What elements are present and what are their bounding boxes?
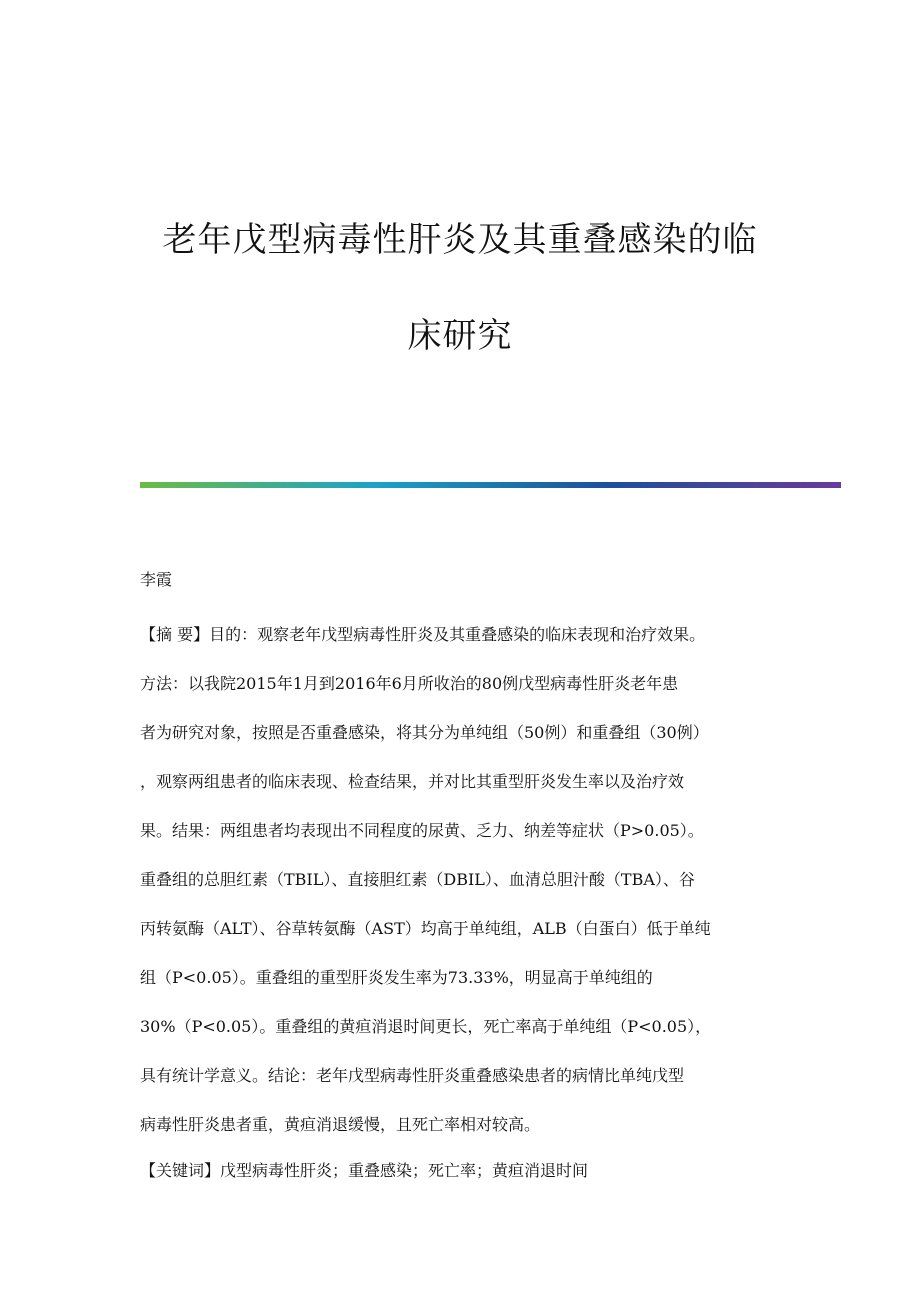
- abstract-line: 果。结果：两组患者均表现出不同程度的尿黄、乏力、纳差等症状（P>0.05）。: [140, 821, 704, 840]
- abstract-line: 者为研究对象，按照是否重叠感染，将其分为单纯组（50例）和重叠组（30例）: [140, 723, 709, 742]
- abstract-line: 【摘 要】目的：观察老年戊型病毒性肝炎及其重叠感染的临床表现和治疗效果。: [140, 625, 706, 644]
- abstract-line: 方法：以我院2015年1月到2016年6月所收治的80例戊型病毒性肝炎老年患: [140, 674, 679, 693]
- abstract-line: 丙转氨酶（ALT）、谷草转氨酶（AST）均高于单纯组，ALB（白蛋白）低于单纯: [140, 919, 711, 938]
- document-title-line-2: 床研究: [407, 316, 513, 356]
- abstract-line: 具有统计学意义。结论：老年戊型病毒性肝炎重叠感染患者的病情比单纯戊型: [140, 1066, 685, 1085]
- abstract-line: 组（P<0.05）。重叠组的重型肝炎发生率为73.33%，明显高于单纯组的: [140, 968, 653, 987]
- keywords-line: 【关键词】戊型病毒性肝炎；重叠感染；死亡率；黄疸消退时间: [140, 1161, 589, 1180]
- abstract-line: 30%（P<0.05）。重叠组的黄疸消退时间更长，死亡率高于单纯组（P<0.05），: [140, 1017, 712, 1036]
- abstract-line: 重叠组的总胆红素（TBIL）、直接胆红素（DBIL）、血清总胆汁酸（TBA）、谷: [140, 870, 695, 889]
- abstract-block: [140, 622, 800, 1161]
- abstract-line: 病毒性肝炎患者重，黄疸消退缓慢，且死亡率相对较高。: [140, 1115, 541, 1134]
- abstract-line: ，观察两组患者的临床表现、检查结果，并对比其重型肝炎发生率以及治疗效: [140, 772, 685, 791]
- document-title-line-1: 老年戊型病毒性肝炎及其重叠感染的临: [162, 220, 758, 260]
- author-name: 李霞: [140, 570, 173, 589]
- gradient-divider: [140, 482, 841, 488]
